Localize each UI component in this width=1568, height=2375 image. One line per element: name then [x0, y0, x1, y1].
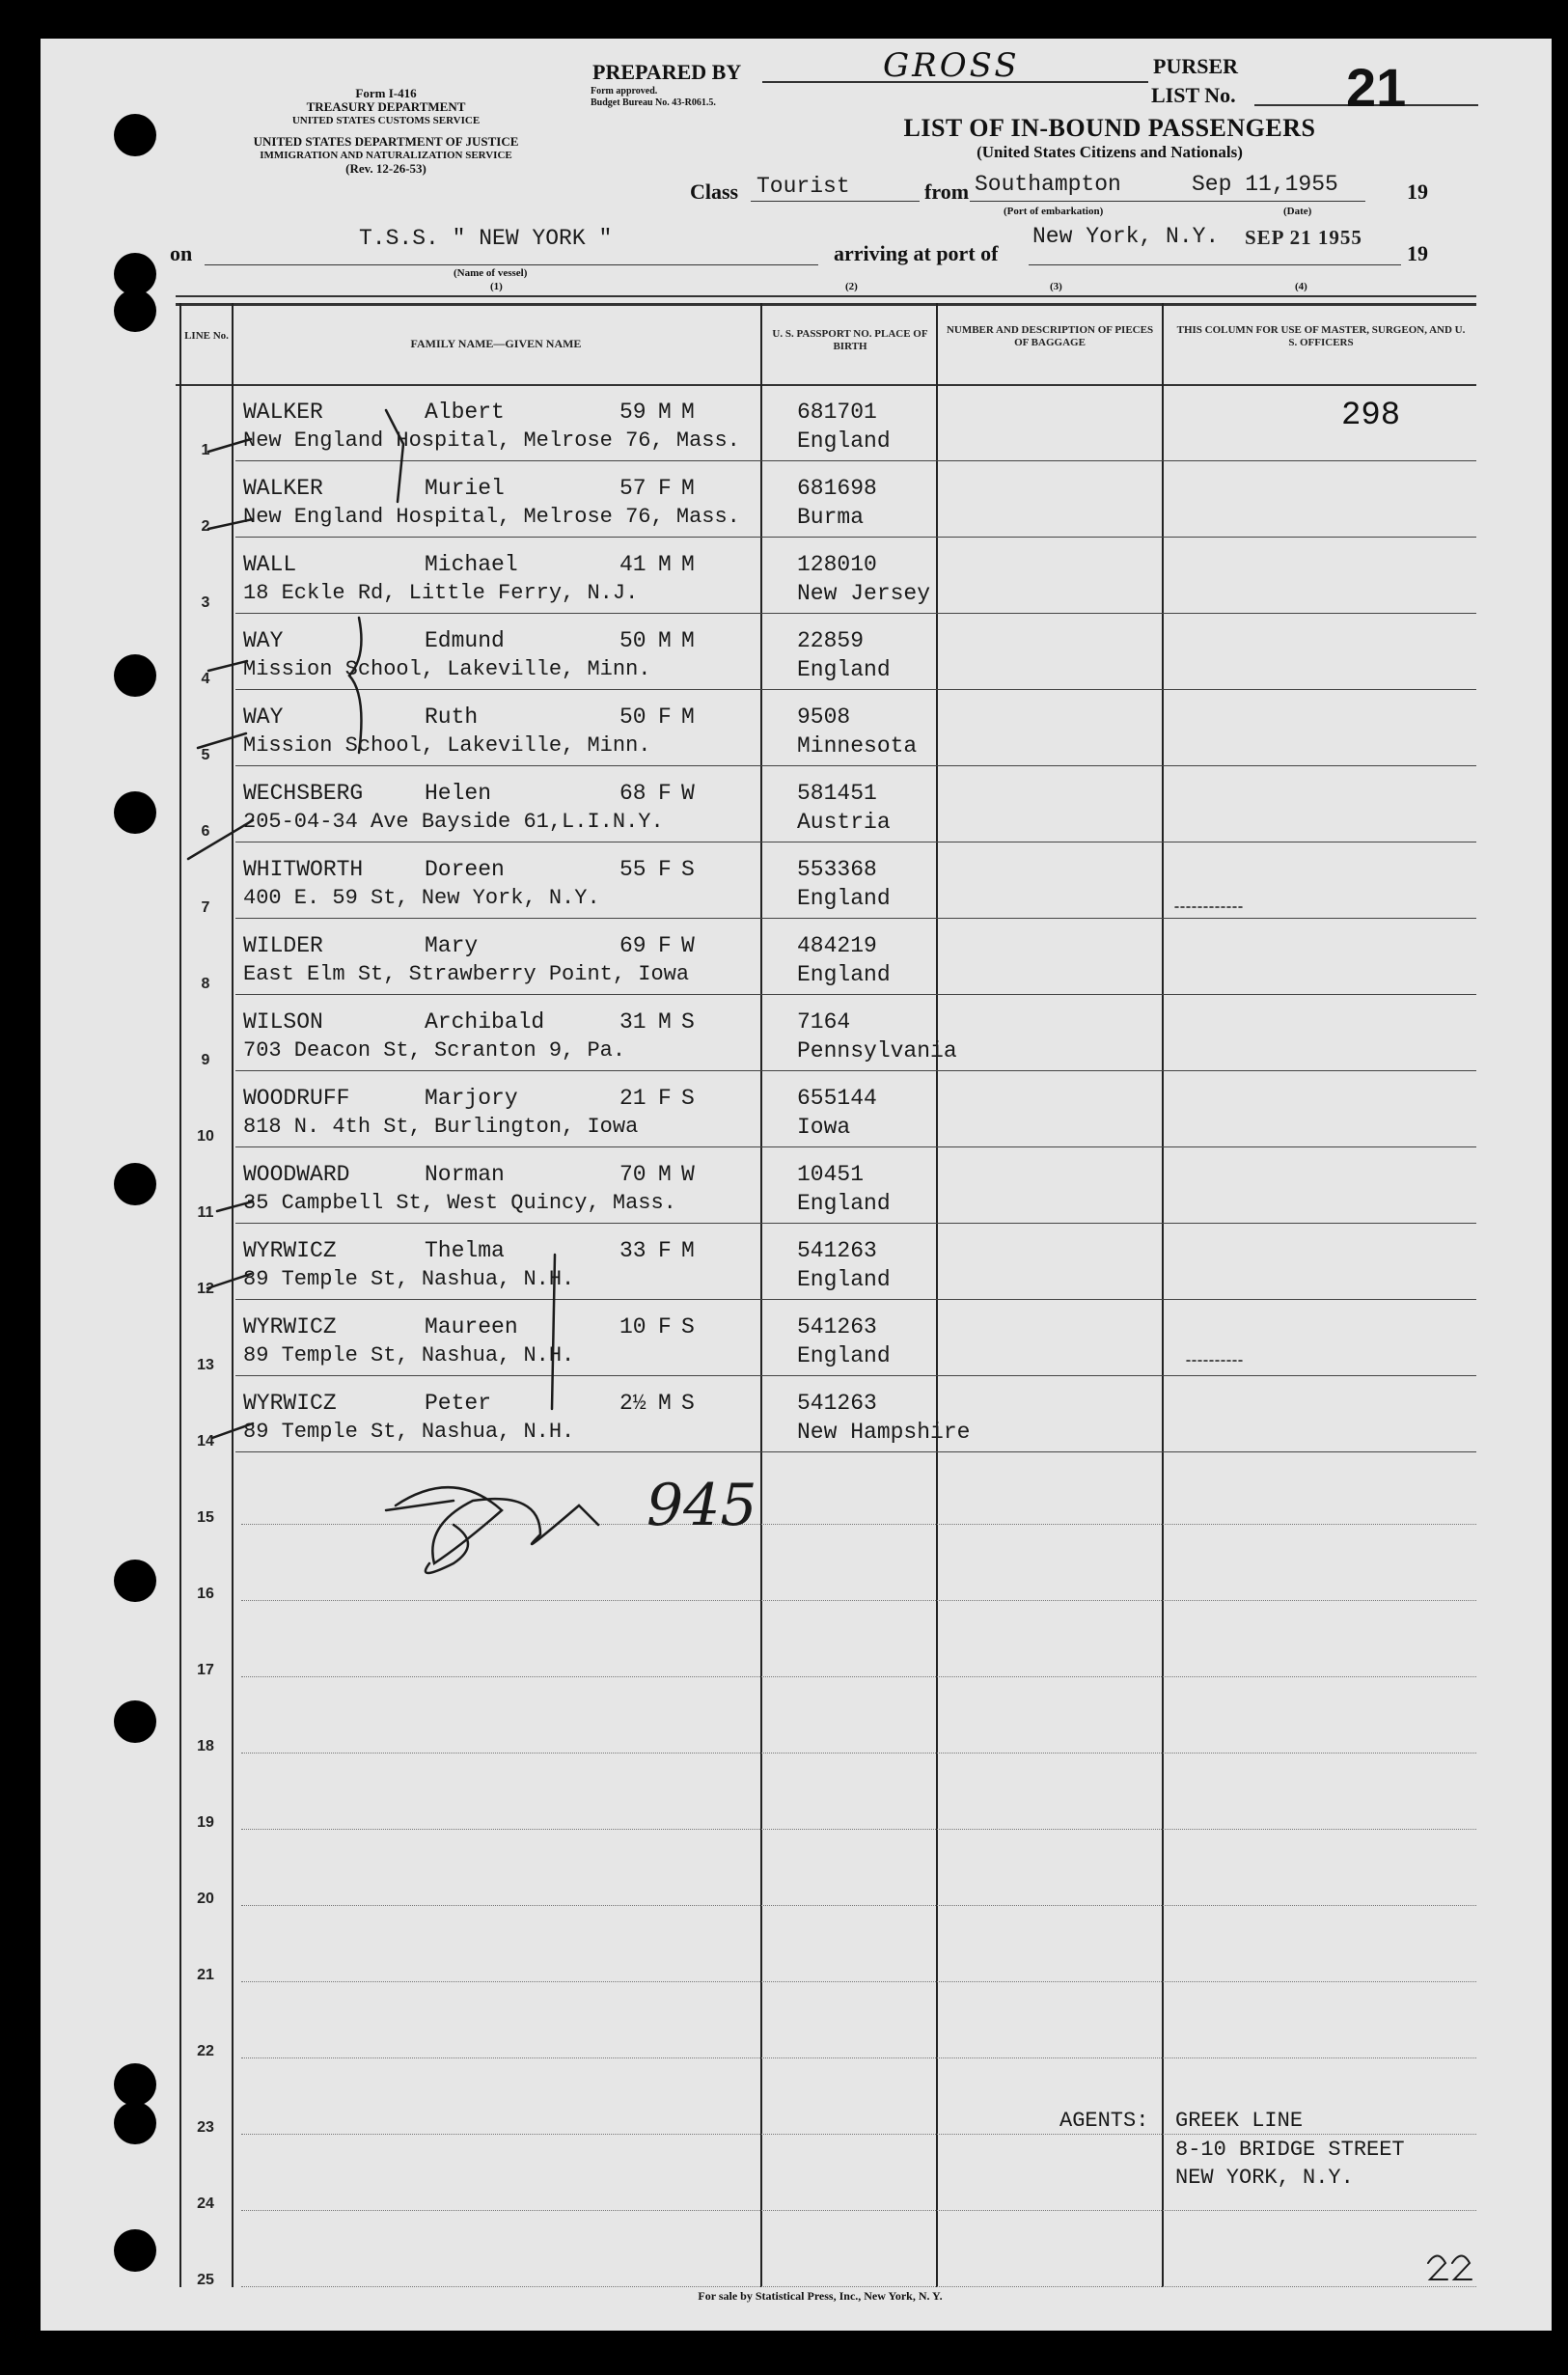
prepared-by-label: PREPARED BY: [592, 60, 742, 84]
age: 50: [619, 704, 646, 730]
agents-label: AGENTS:: [1059, 2109, 1149, 2133]
from-label: from: [924, 180, 970, 204]
vessel-caption: (Name of vessel): [454, 267, 528, 279]
given-name: Helen: [425, 781, 492, 806]
sex: M: [658, 628, 672, 653]
age: 2½: [619, 1391, 646, 1416]
passport-number: 7164: [797, 1009, 851, 1035]
sex: M: [658, 1162, 672, 1187]
sex: M: [658, 552, 672, 577]
passport-number: 541263: [797, 1238, 877, 1263]
line-number: 24: [197, 2195, 214, 2212]
given-name: Albert: [425, 400, 505, 425]
officer-note: 298: [1341, 398, 1401, 434]
line-number: 11: [197, 1204, 214, 1221]
address: 400 E. 59 St, New York, N.Y.: [243, 886, 600, 910]
marital-status: W: [681, 1162, 695, 1187]
address: 818 N. 4th St, Burlington, Iowa: [243, 1115, 639, 1139]
address: 89 Temple St, Nashua, N.H.: [243, 1343, 575, 1367]
column-marker: (2): [845, 281, 858, 292]
document-title: LIST OF IN-BOUND PASSENGERS: [903, 114, 1316, 142]
treasury-department: TREASURY DEPARTMENT: [306, 99, 466, 114]
family-name: WECHSBERG: [243, 781, 364, 806]
passport-number: 128010: [797, 552, 877, 577]
tick-mark: [188, 820, 253, 859]
given-name: Archibald: [425, 1009, 545, 1035]
port-embarkation-caption: (Port of embarkation): [1004, 206, 1104, 217]
family-name: WALKER: [243, 476, 323, 501]
column-marker: (4): [1295, 281, 1307, 292]
column-header-baggage: NUMBER AND DESCRIPTION OF PIECES OF BAGGAGE: [946, 324, 1154, 348]
tick-mark: [217, 1201, 253, 1211]
department-of-justice: UNITED STATES DEPARTMENT OF JUSTICE: [253, 134, 519, 149]
line-number: 8: [201, 976, 210, 992]
age: 57: [619, 476, 646, 501]
marital-status: M: [681, 552, 695, 577]
line-number: 25: [197, 2272, 214, 2288]
line-number: 10: [197, 1128, 214, 1145]
on-label: on: [170, 241, 193, 265]
line-number: 15: [197, 1509, 214, 1526]
passport-number: 541263: [797, 1391, 877, 1416]
given-name: Edmund: [425, 628, 505, 653]
prepared-by-value: GROSS: [883, 46, 1020, 85]
place-of-birth: New Hampshire: [797, 1420, 971, 1445]
family-name: WYRWICZ: [243, 1314, 337, 1339]
address: Mission School, Lakeville, Minn.: [243, 733, 651, 758]
budget-bureau-number: Budget Bureau No. 43-R061.5.: [591, 97, 716, 108]
marital-status: M: [681, 704, 695, 730]
year-suffix: 19: [1407, 180, 1428, 204]
given-name: Maureen: [425, 1314, 518, 1339]
marital-status: M: [681, 476, 695, 501]
place-of-birth: Burma: [797, 505, 865, 530]
handwritten-note: 945: [646, 1472, 757, 1539]
bracket-mark: [552, 1255, 555, 1409]
purser-label: PURSER: [1153, 54, 1239, 78]
passport-number: 9508: [797, 704, 851, 730]
address: New England Hospital, Melrose 76, Mass.: [243, 428, 740, 453]
place-of-birth: Iowa: [797, 1115, 851, 1140]
age: 69: [619, 933, 646, 958]
family-name: WOODWARD: [243, 1162, 350, 1187]
age: 70: [619, 1162, 646, 1187]
place-of-birth: Austria: [797, 810, 891, 835]
vessel-name-value: T.S.S. " NEW YORK ": [359, 226, 613, 251]
sex: M: [658, 1009, 672, 1035]
passport-number: 681698: [797, 476, 877, 501]
marital-status: M: [681, 400, 695, 425]
line-number: 3: [201, 594, 210, 611]
agents-name: GREEK LINE: [1175, 2109, 1304, 2133]
sex: F: [658, 781, 672, 806]
line-number: 21: [197, 1967, 214, 1983]
arrival-date-stamp: SEP 21 1955: [1245, 226, 1362, 249]
line-number: 16: [197, 1586, 214, 1602]
class-label: Class: [690, 180, 739, 204]
form-revision: (Rev. 12-26-53): [345, 161, 426, 176]
bracket-mark: [349, 618, 361, 753]
tick-mark: [212, 1423, 253, 1438]
given-name: Thelma: [425, 1238, 505, 1263]
place-of-birth: England: [797, 1191, 891, 1216]
line-number: 2: [201, 518, 210, 535]
line-number: 1: [201, 442, 210, 458]
age: 68: [619, 781, 646, 806]
customs-service: UNITED STATES CUSTOMS SERVICE: [291, 115, 481, 126]
sex: F: [658, 476, 672, 501]
marital-status: M: [681, 628, 695, 653]
line-number: 14: [197, 1433, 214, 1450]
passport-number: 541263: [797, 1314, 877, 1339]
tick-mark: [208, 661, 247, 671]
sex: F: [658, 857, 672, 882]
form-number: Form I-416: [355, 86, 417, 100]
passport-number: 681701: [797, 400, 877, 425]
address: Mission School, Lakeville, Minn.: [243, 657, 651, 681]
age: 41: [619, 552, 646, 577]
place-of-birth: England: [797, 1267, 891, 1292]
from-value: Southampton: [975, 172, 1121, 197]
family-name: WALKER: [243, 400, 323, 425]
given-name: Norman: [425, 1162, 505, 1187]
passport-number: 581451: [797, 781, 877, 806]
family-name: WILDER: [243, 933, 323, 958]
family-name: WALL: [243, 552, 297, 577]
given-name: Mary: [425, 933, 479, 958]
age: 31: [619, 1009, 646, 1035]
tick-mark: [208, 519, 253, 529]
line-number: 20: [197, 1891, 214, 1907]
line-number: 22: [197, 2043, 214, 2059]
marital-status: W: [681, 933, 695, 958]
address: 35 Campbell St, West Quincy, Mass.: [243, 1191, 676, 1215]
place-of-birth: England: [797, 657, 891, 682]
family-name: WOODRUFF: [243, 1086, 350, 1111]
address: 89 Temple St, Nashua, N.H.: [243, 1267, 575, 1291]
family-name: WYRWICZ: [243, 1391, 337, 1416]
place-of-birth: England: [797, 886, 891, 911]
age: 55: [619, 857, 646, 882]
passport-number: 10451: [797, 1162, 865, 1187]
age: 21: [619, 1086, 646, 1111]
immigration-service: IMMIGRATION AND NATURALIZATION SERVICE: [260, 150, 512, 161]
line-number: 18: [197, 1738, 214, 1754]
given-name: Michael: [425, 552, 518, 577]
place-of-birth: Pennsylvania: [797, 1038, 957, 1063]
class-value: Tourist: [756, 174, 850, 199]
tick-mark: [207, 1274, 251, 1288]
form-approved: Form approved.: [591, 86, 658, 97]
date-caption: (Date): [1283, 206, 1312, 217]
sex: F: [658, 704, 672, 730]
line-number: 6: [201, 823, 210, 840]
age: 50: [619, 628, 646, 653]
address: 703 Deacon St, Scranton 9, Pa.: [243, 1038, 626, 1063]
family-name: WAY: [243, 704, 284, 730]
address: New England Hospital, Melrose 76, Mass.: [243, 505, 740, 529]
address: East Elm St, Strawberry Point, Iowa: [243, 962, 690, 986]
family-name: WAY: [243, 628, 284, 653]
passport-number: 553368: [797, 857, 877, 882]
marital-status: S: [681, 857, 695, 882]
marital-status: S: [681, 1086, 695, 1111]
marital-status: S: [681, 1009, 695, 1035]
corner-note: [1426, 2247, 1427, 2248]
sex: F: [658, 1314, 672, 1339]
line-number: 7: [201, 899, 210, 916]
list-no-label: LIST No.: [1151, 83, 1236, 107]
address: 89 Temple St, Nashua, N.H.: [243, 1420, 575, 1444]
agents-address-2: NEW YORK, N.Y.: [1175, 2166, 1354, 2190]
family-name: WILSON: [243, 1009, 323, 1035]
column-marker: (3): [1050, 281, 1062, 292]
line-number: 13: [197, 1357, 214, 1373]
line-number: 4: [201, 671, 210, 687]
passport-number: 484219: [797, 933, 877, 958]
age: 10: [619, 1314, 646, 1339]
place-of-birth: England: [797, 1343, 891, 1368]
printer-footer: For sale by Statistical Press, Inc., New York, N. Y.: [698, 2289, 943, 2303]
age: 59: [619, 400, 646, 425]
tick-mark: [208, 439, 251, 452]
marital-status: M: [681, 1238, 695, 1263]
year-suffix-2: 19: [1407, 241, 1428, 265]
list-number-value: 21: [1346, 57, 1407, 118]
place-of-birth: Minnesota: [797, 733, 918, 759]
passport-number: 22859: [797, 628, 865, 653]
sex: F: [658, 933, 672, 958]
arriving-label: arriving at port of: [834, 241, 999, 265]
sex: M: [658, 1391, 672, 1416]
marital-status: W: [681, 781, 695, 806]
place-of-birth: New Jersey: [797, 581, 931, 606]
address: 18 Eckle Rd, Little Ferry, N.J.: [243, 581, 639, 605]
column-header-name: FAMILY NAME—GIVEN NAME: [410, 337, 582, 350]
place-of-birth: England: [797, 428, 891, 454]
line-number: 23: [197, 2119, 214, 2136]
line-number: 17: [197, 1662, 214, 1678]
agents-address-1: 8-10 BRIDGE STREET: [1175, 2138, 1405, 2162]
bracket-mark: [386, 410, 403, 502]
given-name: Ruth: [425, 704, 479, 730]
address: 205-04-34 Ave Bayside 61,L.I.N.Y.: [243, 810, 664, 834]
column-marker: (1): [490, 281, 503, 292]
age: 33: [619, 1238, 646, 1263]
given-name: Marjory: [425, 1086, 518, 1111]
column-header-passport: U. S. PASSPORT NO. PLACE OF BIRTH: [772, 328, 928, 352]
given-name: Doreen: [425, 857, 505, 882]
family-name: WHITWORTH: [243, 857, 364, 882]
sex: M: [658, 400, 672, 425]
signature-mark: [396, 1487, 598, 1563]
sex: F: [658, 1086, 672, 1111]
line-number: 9: [201, 1052, 210, 1068]
document-subtitle: (United States Citizens and Nationals): [977, 143, 1243, 161]
arrival-port-value: New York, N.Y.: [1032, 224, 1220, 249]
given-name: Muriel: [425, 476, 505, 501]
given-name: Peter: [425, 1391, 492, 1416]
line-number: 12: [197, 1281, 214, 1297]
tick-mark: [198, 733, 246, 748]
line-number: 19: [197, 1814, 214, 1831]
marital-status: S: [681, 1391, 695, 1416]
sex: F: [658, 1238, 672, 1263]
column-header-line-no: LINE No.: [184, 330, 229, 342]
place-of-birth: England: [797, 962, 891, 987]
date-value: Sep 11,1955: [1192, 172, 1338, 197]
family-name: WYRWICZ: [243, 1238, 337, 1263]
line-number: 5: [201, 747, 210, 763]
marital-status: S: [681, 1314, 695, 1339]
column-header-officers: THIS COLUMN FOR USE OF MASTER, SURGEON, AND U. S. OFFICERS: [1176, 324, 1466, 348]
passport-number: 655144: [797, 1086, 877, 1111]
